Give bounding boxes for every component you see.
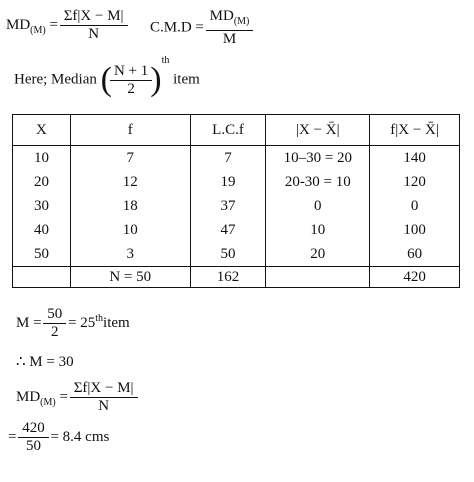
cell: 7 bbox=[70, 146, 190, 171]
md2-equals: = bbox=[59, 388, 68, 405]
header-f-abs-dev: f|X − X̄| bbox=[370, 115, 460, 146]
cell: 10–30 = 20 bbox=[266, 146, 370, 171]
total-cell: 420 bbox=[370, 267, 460, 288]
cmd-numerator bbox=[208, 8, 252, 30]
median-line bbox=[14, 55, 200, 100]
cell: 0 bbox=[370, 194, 460, 218]
cell: 20 bbox=[13, 170, 71, 194]
cell: 120 bbox=[370, 170, 460, 194]
table-row bbox=[13, 146, 460, 171]
table-row bbox=[13, 218, 460, 242]
res-numerator: 420 bbox=[22, 420, 45, 436]
cell: 10 bbox=[13, 146, 71, 171]
md-formula bbox=[6, 8, 126, 43]
header-f: f bbox=[70, 115, 190, 146]
md2-symbol: MD bbox=[16, 388, 41, 405]
cell: 10 bbox=[266, 218, 370, 242]
cell: 40 bbox=[13, 218, 71, 242]
md-denominator: N bbox=[60, 25, 128, 43]
cmd-fraction bbox=[208, 8, 252, 48]
md-symbol: MD bbox=[6, 16, 31, 33]
table-row bbox=[13, 170, 460, 194]
cmd-formula bbox=[150, 8, 251, 48]
m-rhs: = 25 bbox=[68, 314, 96, 331]
cell: 3 bbox=[70, 242, 190, 267]
cmd-num-text: MD bbox=[209, 8, 234, 24]
therefore-line: ∴ M = 30 bbox=[16, 354, 74, 370]
median-fraction bbox=[112, 63, 150, 98]
md-numerator: Σf|X − M| bbox=[63, 8, 124, 24]
total-cell: N = 50 bbox=[70, 267, 190, 288]
md2-fraction bbox=[72, 380, 136, 415]
total-cell: 162 bbox=[190, 267, 266, 288]
table-header-row bbox=[13, 115, 460, 146]
cell: 0 bbox=[266, 194, 370, 218]
res-equals: = bbox=[8, 428, 17, 445]
table-total-row bbox=[13, 267, 460, 288]
median-denominator: 2 bbox=[110, 80, 152, 98]
table-row bbox=[13, 194, 460, 218]
md-fraction bbox=[62, 8, 126, 43]
md2-numerator: Σf|X − M| bbox=[73, 380, 134, 396]
cell: 100 bbox=[370, 218, 460, 242]
result-step bbox=[8, 420, 109, 455]
total-cell bbox=[13, 267, 71, 288]
cell: 30 bbox=[13, 194, 71, 218]
cell: 18 bbox=[70, 194, 190, 218]
frequency-table bbox=[12, 114, 460, 288]
m-numerator: 50 bbox=[47, 306, 63, 322]
md2-denominator: N bbox=[70, 397, 138, 415]
cmd-num-sub: (M) bbox=[233, 16, 250, 27]
cell: 140 bbox=[370, 146, 460, 171]
md-step bbox=[16, 380, 136, 415]
cell: 12 bbox=[70, 170, 190, 194]
cell: 7 bbox=[190, 146, 266, 171]
res-rhs: = 8.4 cms bbox=[50, 428, 110, 445]
res-fraction bbox=[20, 420, 47, 455]
cell: 50 bbox=[13, 242, 71, 267]
m-sup: th bbox=[95, 312, 104, 324]
median-sup: th bbox=[161, 55, 170, 67]
cell: 20-30 = 10 bbox=[266, 170, 370, 194]
cell: 20 bbox=[266, 242, 370, 267]
equals-sign: = bbox=[49, 16, 58, 33]
cmd-denominator: M bbox=[206, 30, 254, 48]
cell: 60 bbox=[370, 242, 460, 267]
cell: 19 bbox=[190, 170, 266, 194]
cell: 50 bbox=[190, 242, 266, 267]
header-x: X bbox=[13, 115, 71, 146]
table-row bbox=[13, 242, 460, 267]
cell: 37 bbox=[190, 194, 266, 218]
cmd-label: C.M.D = bbox=[150, 19, 204, 36]
total-cell bbox=[266, 267, 370, 288]
res-denominator: 50 bbox=[18, 437, 49, 455]
median-prefix: Here; Median bbox=[14, 71, 97, 88]
m-denominator: 2 bbox=[43, 323, 66, 341]
right-paren: ) bbox=[150, 61, 162, 98]
header-lcf: L.C.f bbox=[190, 115, 266, 146]
left-paren: ( bbox=[100, 61, 112, 98]
header-abs-dev: |X − X̄| bbox=[266, 115, 370, 146]
m-fraction bbox=[45, 306, 64, 341]
median-suffix: item bbox=[173, 71, 200, 88]
cell: 10 bbox=[70, 218, 190, 242]
md-subscript: (M) bbox=[30, 24, 46, 36]
m-item: item bbox=[103, 314, 130, 331]
md2-subscript: (M) bbox=[40, 396, 56, 408]
m-lhs: M = bbox=[16, 314, 42, 331]
median-numerator: N + 1 bbox=[113, 62, 149, 79]
median-position-step bbox=[16, 306, 130, 341]
cell: 47 bbox=[190, 218, 266, 242]
